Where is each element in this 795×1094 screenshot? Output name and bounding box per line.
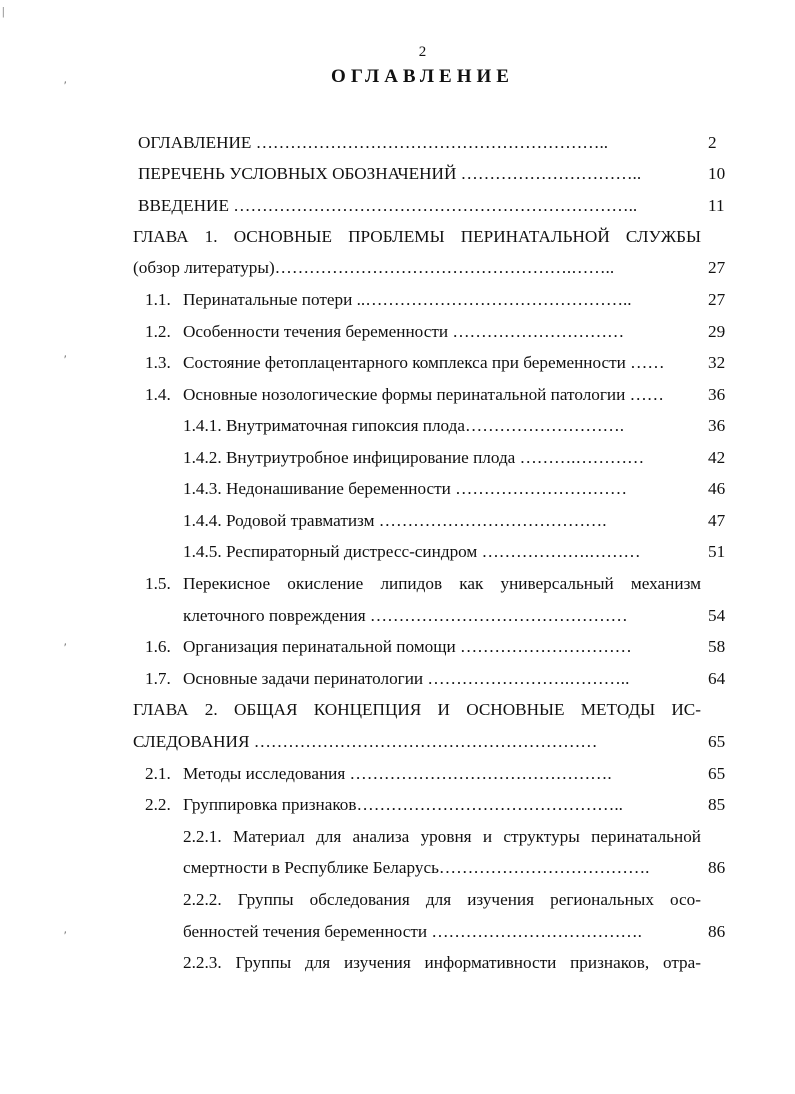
toc-page: 27	[708, 290, 726, 309]
toc-entry: 1.4.1. Внутриматочная гипоксия плода……………………….	[183, 416, 625, 435]
toc-section-number: 1.6.	[145, 637, 171, 656]
toc-section-number: 1.7.	[145, 669, 171, 688]
toc-entry: 1.4.5. Респираторный дистресс-синдром ……………….………	[183, 542, 641, 561]
toc-page: 64	[708, 669, 726, 688]
toc-page: 51	[708, 542, 726, 561]
toc-entry: Организация перинатальной помощи …………………………	[183, 637, 632, 656]
scan-mark: ′	[64, 352, 67, 366]
toc-chapter-heading: ГЛАВА 2. ОБЩАЯ КОНЦЕПЦИЯ И ОСНОВНЫЕ МЕТОДЫ ИС-	[133, 700, 701, 719]
toc-page: 65	[708, 732, 726, 751]
toc-page: 29	[708, 322, 726, 341]
toc-page: 86	[708, 922, 726, 941]
toc-entry: (обзор литературы)…………………………………………….……..	[133, 258, 615, 277]
toc-page: 58	[708, 637, 726, 656]
toc-entry: бенностей течения беременности ……………………………….	[183, 922, 642, 941]
toc-entry: Перекисное окисление липидов как универсальный механизм	[183, 574, 701, 593]
toc-section-number: 2.2.	[145, 795, 171, 814]
toc-entry: Методы исследования ……………………………………….	[183, 764, 612, 783]
scan-mark: ′	[64, 640, 67, 654]
toc-page: 42	[708, 448, 726, 467]
toc-entry: Состояние фетоплацентарного комплекса при беременности ……	[183, 353, 665, 372]
toc-page: 27	[708, 258, 726, 277]
toc-entry: СЛЕДОВАНИЯ ……………………………………………………	[133, 732, 598, 751]
toc-entry: Основные нозологические формы перинатальной патологии ……	[183, 385, 664, 404]
toc-page: 65	[708, 764, 726, 783]
toc-page: 11	[708, 196, 725, 215]
toc-page: 36	[708, 385, 726, 404]
scan-mark: ′	[64, 928, 67, 942]
page-title: ОГЛАВЛЕНИЕ	[331, 66, 514, 87]
toc-page: 10	[708, 164, 726, 183]
toc-section-number: 2.1.	[145, 764, 171, 783]
toc-section-number: 1.3.	[145, 353, 171, 372]
page-number: 2	[418, 44, 427, 60]
toc-entry: Перинатальные потери ..………………………………………..	[183, 290, 632, 309]
toc-entry: Особенности течения беременности …………………………	[183, 322, 625, 341]
toc-page: 36	[708, 416, 726, 435]
toc-entry: ПЕРЕЧЕНЬ УСЛОВНЫХ ОБОЗНАЧЕНИЙ …………………………..	[138, 164, 642, 183]
toc-page: 86	[708, 858, 726, 877]
toc-page: 2	[708, 133, 717, 152]
toc-entry: ВВЕДЕНИЕ ……………………………………………………………..	[138, 196, 638, 215]
toc-section-number: 1.2.	[145, 322, 171, 341]
scan-mark: |	[2, 4, 5, 18]
toc-entry: 2.2.1. Материал для анализа уровня и структуры перинатальной	[183, 827, 701, 846]
toc-entry: 2.2.3. Группы для изучения информативности признаков, отра-	[183, 953, 701, 972]
toc-entry: ОГЛАВЛЕНИЕ ……………………………………………………..	[138, 133, 609, 152]
toc-entry: Группировка признаков………………………………………..	[183, 795, 623, 814]
toc-entry: 1.4.3. Недонашивание беременности …………………………	[183, 479, 628, 498]
toc-entry: Основные задачи перинатологии …………………….………..	[183, 669, 630, 688]
toc-entry: 1.4.4. Родовой травматизм ………………………………….	[183, 511, 607, 530]
toc-entry: 2.2.2. Группы обследования для изучения региональных осо-	[183, 890, 701, 909]
toc-page: 46	[708, 479, 726, 498]
toc-section-number: 1.4.	[145, 385, 171, 404]
toc-chapter-heading: ГЛАВА 1. ОСНОВНЫЕ ПРОБЛЕМЫ ПЕРИНАТАЛЬНОЙ СЛУЖБЫ	[133, 227, 701, 246]
toc-entry: 1.4.2. Внутриутробное инфицирование плода ……….…………	[183, 448, 645, 467]
toc-entry: клеточного повреждения ………………………………………	[183, 606, 628, 625]
toc-section-number: 1.5.	[145, 574, 171, 593]
toc-page: 47	[708, 511, 726, 530]
toc-page: 54	[708, 606, 726, 625]
toc-section-number: 1.1.	[145, 290, 171, 309]
scan-mark: ′	[64, 78, 67, 92]
toc-page: 32	[708, 353, 726, 372]
toc-page: 85	[708, 795, 726, 814]
toc-entry: смертности в Республике Беларусь……………………………….	[183, 858, 650, 877]
